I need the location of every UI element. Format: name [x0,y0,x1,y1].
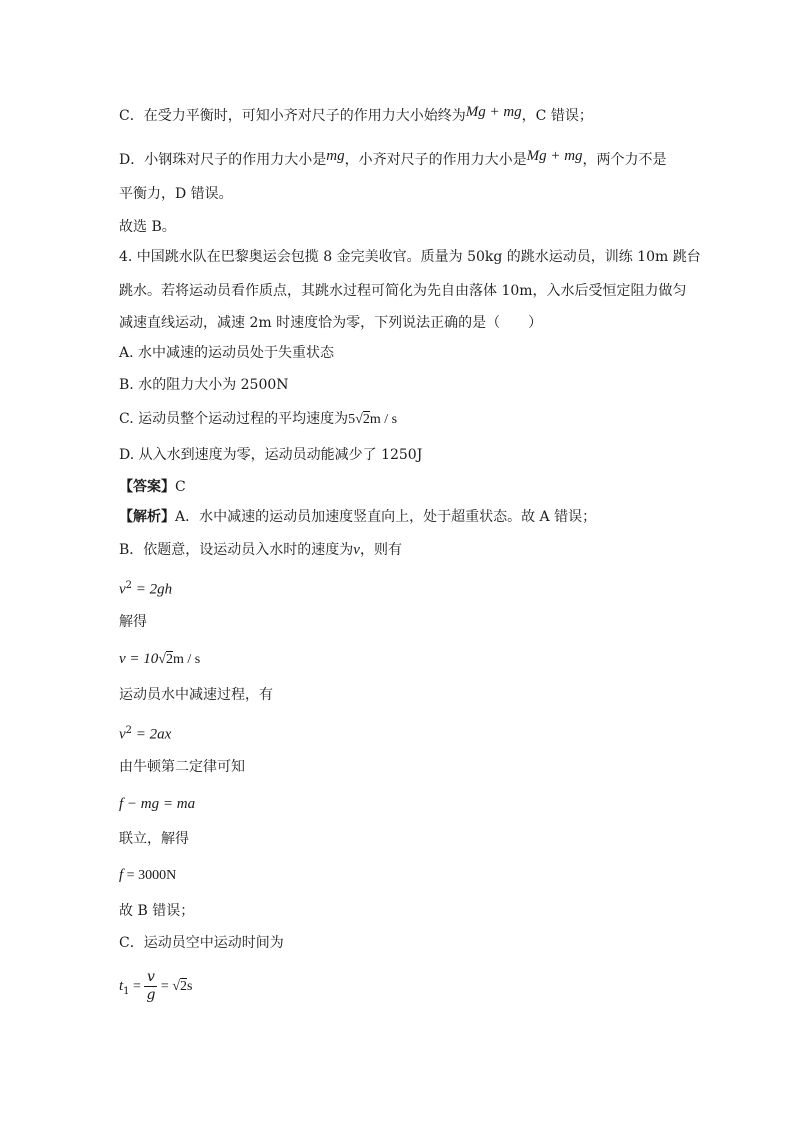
unit: s [187,979,193,994]
fraction [144,969,157,1004]
b-intro-line [119,541,402,559]
question-4-line-1: 4. 中国跳水队在巴黎奥运会包揽 8 金完美收官。质量为 50kg 的跳水运动员，训练 10m 跳台 [119,249,701,265]
equals: = [157,979,173,994]
formula: t [119,978,124,994]
option-d-line-2: 平衡力，D 错误。 [119,186,233,202]
text: C. 运动员整个运动过程的平均速度为 [119,411,349,427]
text: ，两个力不是 [582,152,667,168]
formula: = 2ax [132,726,172,743]
formula: = 2gh [132,581,173,598]
text: A．水中减速的运动员加速度竖直向上，处于超重状态。故 A 错误； [175,509,597,525]
formula: v = 10 [119,651,159,667]
text: D．小钢珠对尺子的作用力大小是 [119,152,327,168]
formula: Mg + mg [465,104,522,120]
question-4-line-2: 跳水。若将运动员看作质点，其跳水过程可简化为先自由落体 10m，入水后受恒定阻力做匀 [119,283,687,299]
option-d: D. 从入水到速度为零，运动员动能减少了 1250J [119,447,423,463]
jiede-line-1: 解得 [119,614,147,630]
c-time-line: C．运动员空中运动时间为 [119,935,284,951]
b-wrong-line: 故 B 错误； [119,903,195,919]
denominator: g [146,986,156,1003]
formula: = 3000N [123,868,177,883]
formula: v [353,542,360,558]
exponent: 2 [125,580,133,591]
lianli-line: 联立，解得 [119,831,189,847]
equation-2: v = 10√2m / s [119,651,201,667]
subscript: 1 [123,985,130,997]
formula: mg [326,148,345,164]
numerator: v [144,969,157,987]
formula: v [119,581,126,598]
question-4-line-3: 减速直线运动，减速 2m 时速度恰为零，下列说法正确的是（ ） [119,315,543,331]
formula: f − mg = ma [119,796,196,812]
answer-line [119,478,186,496]
option-c: C. 运动员整个运动过程的平均速度为5√2m / s [119,411,398,427]
radicand: 2 [180,979,188,994]
equals: = [129,979,145,994]
unit: m / s [369,412,398,427]
formula: 5 [348,412,356,427]
equation-6: $t_1$ = $\frac{v}{g}$ = √2s [119,968,193,1003]
answer-tag: 【答案】 [119,479,175,495]
choose-line: 故选 B。 [119,219,176,235]
option-b: B. 水的阻力大小为 2500N [119,377,289,393]
equation-5 [119,866,176,885]
text: B．依题意，设运动员入水时的速度为 [119,542,354,558]
exponent: 2 [125,725,133,736]
option-d-line [119,148,667,169]
unit: m / s [172,652,201,667]
answer-value: C [175,479,186,495]
analysis-line [119,508,596,526]
equation-1 [119,577,172,599]
equation-4 [119,795,195,813]
radicand: 2 [362,412,370,427]
radicand: 2 [165,652,173,667]
analysis-tag: 【解析】 [119,509,175,525]
text: C．在受力平衡时，可知小齐对尺子的作用力大小始终为 [119,108,466,124]
formula: Mg + mg [526,148,583,164]
formula: f [119,867,124,883]
option-a: A. 水中减速的运动员处于失重状态 [119,345,335,361]
text: ，小齐对尺子的作用力大小是 [344,152,527,168]
text: ，C 错误； [521,108,593,124]
equation-3 [119,722,171,744]
option-c-line [119,104,593,125]
text: ，则有 [359,542,402,558]
process-line: 运动员水中减速过程，有 [119,687,273,703]
formula: v [119,726,126,743]
newton-line: 由牛顿第二定律可知 [119,759,245,775]
